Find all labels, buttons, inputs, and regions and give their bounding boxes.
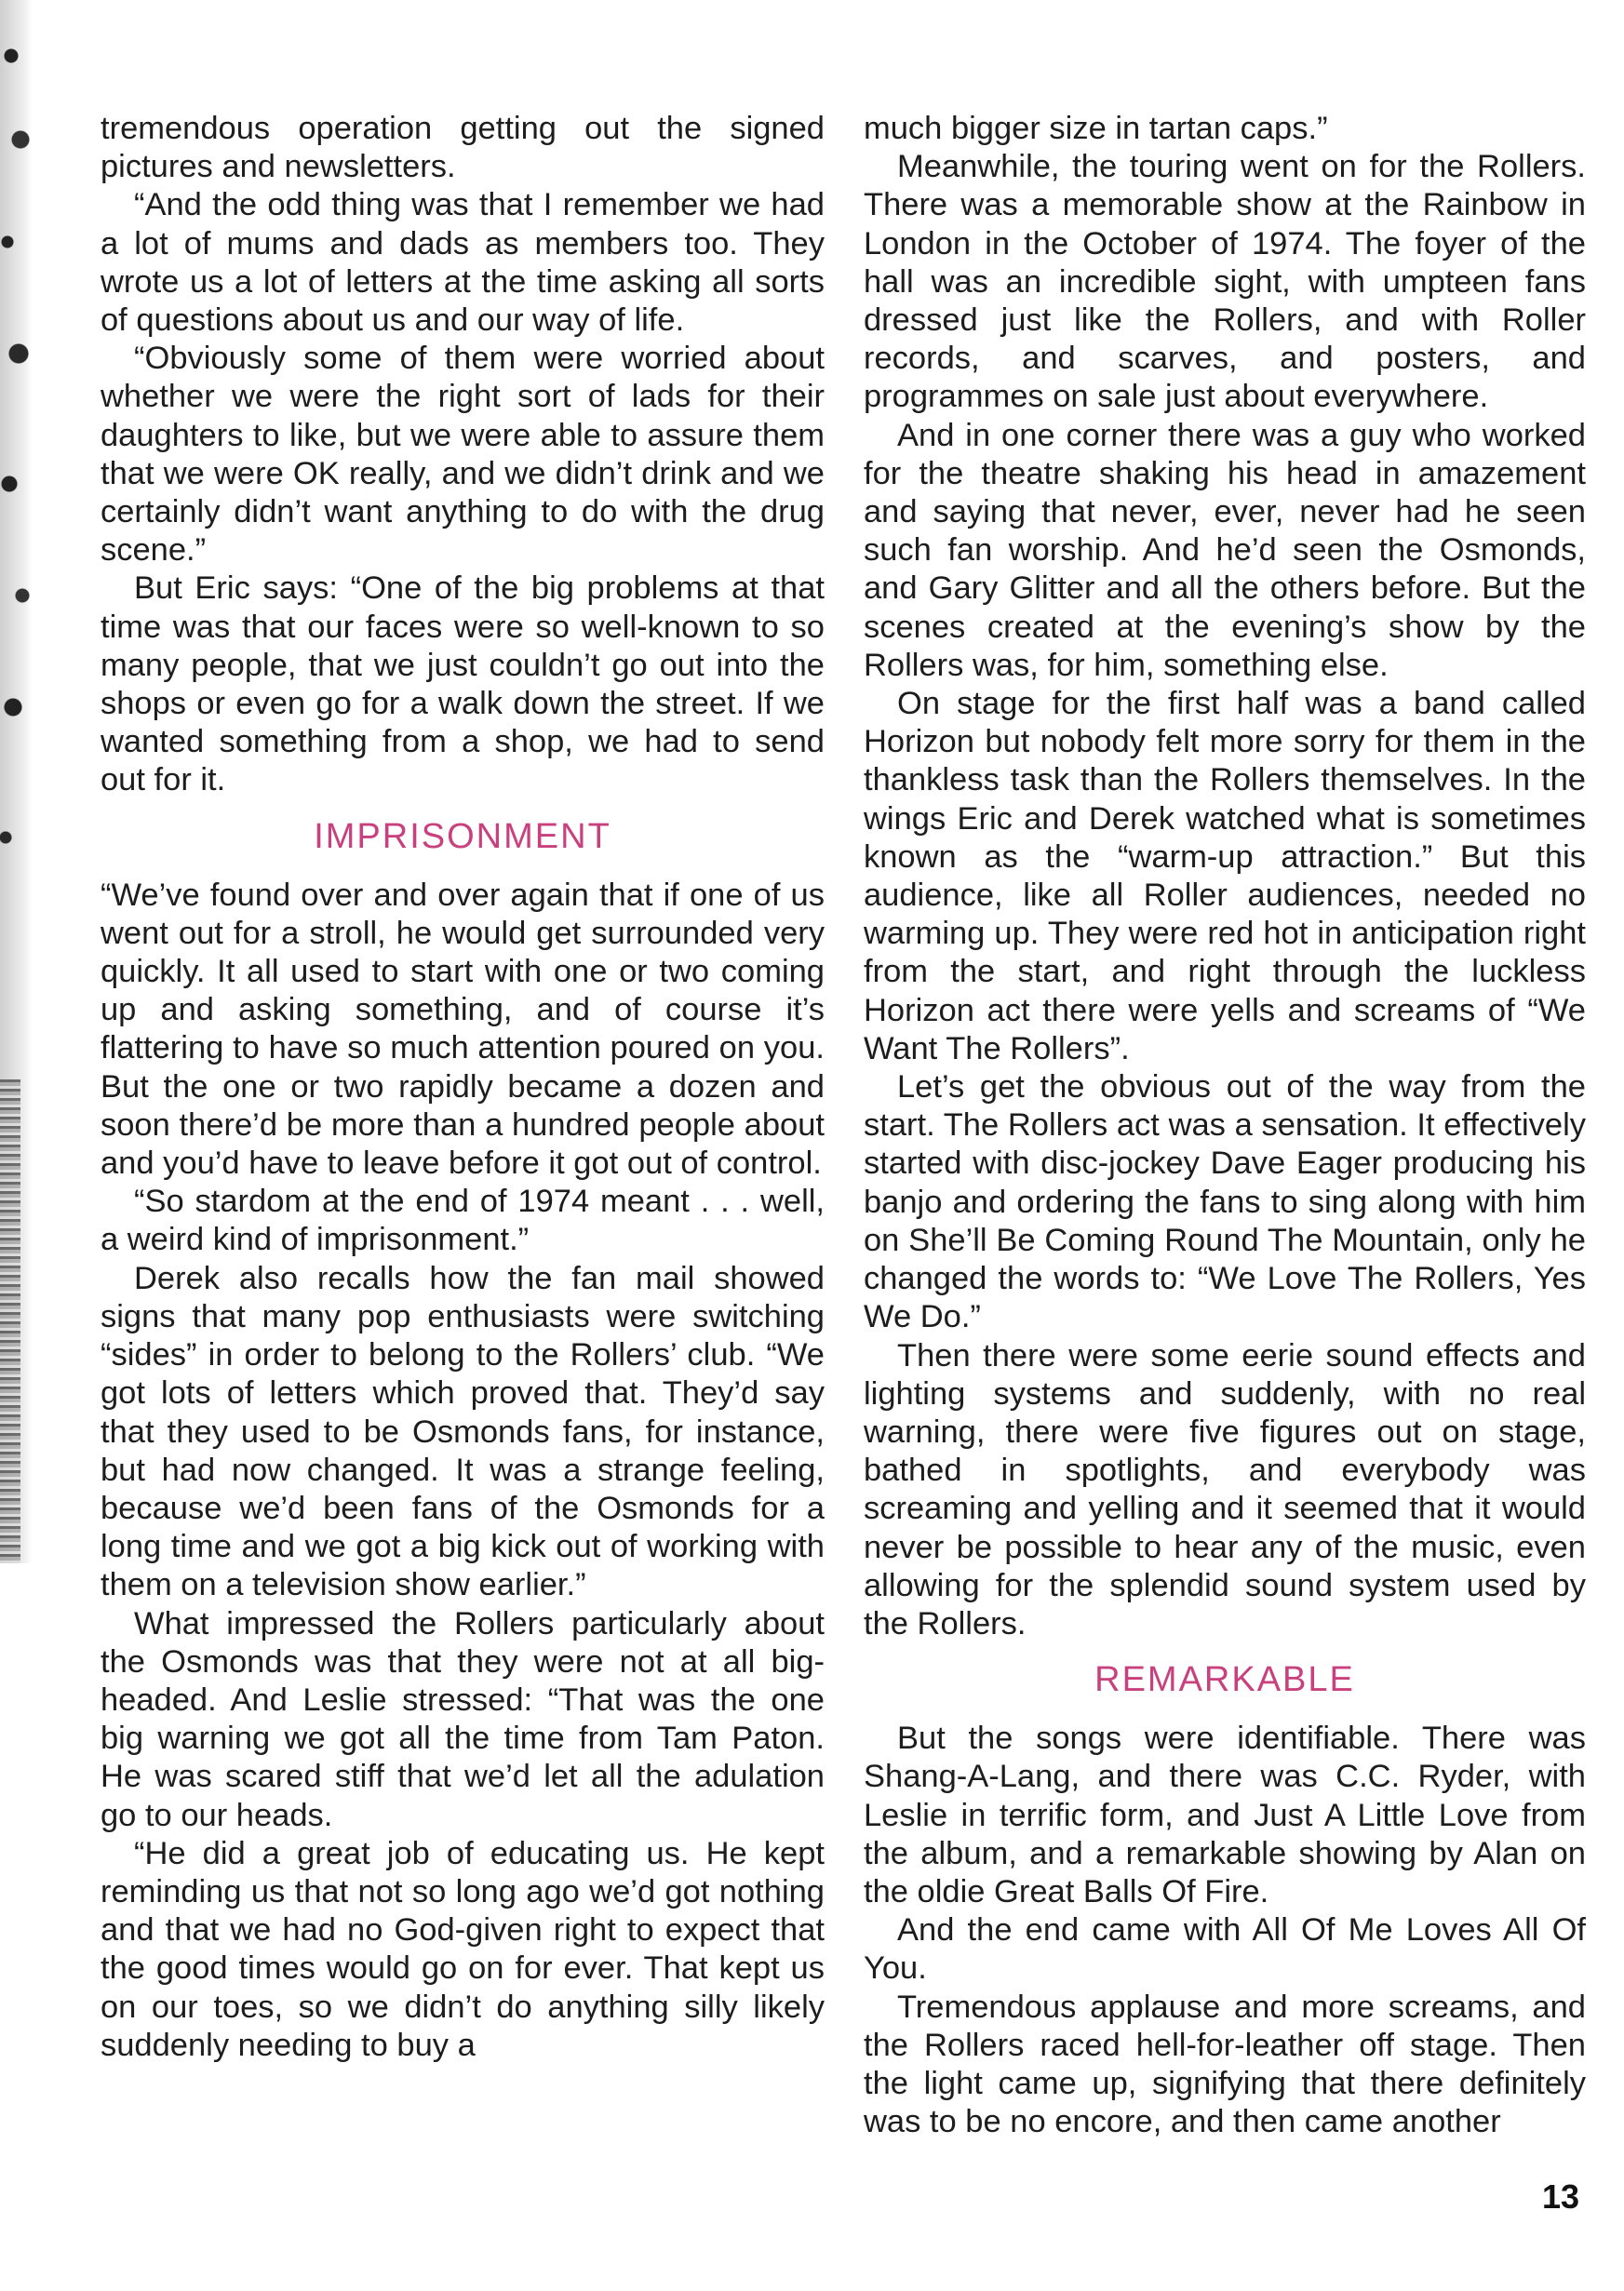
- torn-edge-texture: [0, 1079, 20, 1563]
- paragraph: But Eric says: “One of the big problems at that time was that our faces were so well-known to so many people, that we just couldn’t go out into the shops or even go for a walk down the street. If we wanted something from a shop, we had to send out for it.: [101, 570, 825, 798]
- paragraph: Tremendous applause and more screams, and the Rollers raced hell-for-leather off stage. Then the light came up, signifying that there definitely was to be no encore, and then came another: [864, 1989, 1586, 2140]
- paragraph: And in one corner there was a guy who worked for the theatre shaking his head in amazement and saying that never, ever, never had he seen such fan worship. And he’d seen the Osmonds, and Gary Glitter and all the others before. But the scenes created at the evening’s show by the Rollers was, for him, something else.: [864, 417, 1586, 683]
- paragraph: “We’ve found over and over again that if one of us went out for a stroll, he would get surrounded very quickly. It all used to start with one or two coming up and asking something, and of course it’s flattering to have so much attention poured on you. But the one or two rapidly became a dozen and soon there’d be more than a hundred people about and you’d have to leave before it got out of control.: [101, 877, 825, 1182]
- paragraph: And the end came with All Of Me Loves All Of You.: [864, 1912, 1586, 1987]
- paragraph: “And the odd thing was that I remember we had a lot of mums and dads as members too. They wrote us a lot of letters at the time asking all sorts of questions about us and our way of life.: [101, 187, 825, 339]
- paragraph: “So stardom at the end of 1974 meant . . . well, a weird kind of imprisonment.”: [101, 1184, 825, 1258]
- paragraph: Then there were some eerie sound effects and lighting systems and suddenly, with no real warning, there were five figures out on stage, bathed in spotlights, and everybody was screaming and yelling and it seemed that it would never be possible to hear any of the music, even allowing for the splendid sound system used by the Rollers.: [864, 1337, 1586, 1641]
- paragraph: tremendous operation getting out the signed pictures and newsletters.: [101, 111, 825, 185]
- paragraph: But the songs were identifiable. There was Shang-A-Lang, and there was C.C. Ryder, with Leslie in terrific form, and Just A Little Love from the album, and a remarkable showing by Alan on the oldie Great Balls Of Fire.: [864, 1721, 1586, 1909]
- paragraph: On stage for the first half was a band called Horizon but nobody felt more sorry for them in the thankless task than the Rollers themselves. In the wings Eric and Derek watched what is sometimes known as the “warm-up attraction.” But this audience, like all Roller audiences, needed no warming up. They were red hot in anticipation right from the start, and right through the luckless Horizon act there were yells and screams of “We Want The Rollers”.: [864, 686, 1586, 1066]
- paragraph: “Obviously some of them were worried about whether we were the right sort of lads for their daughters to like, but we were able to assure them that we were OK really, and we didn’t drink and we certainly didn’t want anything to do with the drug scene.”: [101, 341, 825, 569]
- section-heading-imprisonment: IMPRISONMENT: [314, 816, 611, 856]
- paragraph: Let’s get the obvious out of the way from the start. The Rollers act was a sensation. It effectively started with disc-jockey Dave Eager producing his banjo and ordering the fans to sing along with him on She’ll Be Coming Round The Mountain, only he changed the words to: “We Love The Rollers, Yes We Do.”: [864, 1069, 1586, 1335]
- left-column: [101, 110, 825, 2065]
- paragraph: “He did a great job of educating us. He kept reminding us that not so long ago we’d got nothing and that we had no God-given right to expect that the good times would go on for ever. That kept us on our toes, so we didn’t do anything silly likely suddenly needing to buy a: [101, 1835, 825, 2063]
- paragraph: What impressed the Rollers particularly about the Osmonds was that they were not at all big-headed. And Leslie stressed: “That was the one big warning we got all the time from Tam Paton. He was scared stiff that we’d let all the adulation go to our heads.: [101, 1605, 825, 1833]
- paragraph: Derek also recalls how the fan mail showed signs that many pop enthusiasts were switching “sides” in order to belong to the Rollers’ club. “We got lots of letters which proved that. They’d say that they used to be Osmonds fans, for instance, but had now changed. It was a strange feeling, because we’d been fans of the Osmonds for a long time and we got a big kick out of working with them on a television show earlier.”: [101, 1260, 825, 1603]
- page-number: 13: [1541, 2177, 1579, 2216]
- section-heading-remarkable: REMARKABLE: [1094, 1660, 1355, 1700]
- paragraph: much bigger size in tartan caps.”: [864, 111, 1328, 146]
- right-column: [864, 110, 1586, 2141]
- paragraph: Meanwhile, the touring went on for the Rollers. There was a memorable show at the Rainbow in London in the October of 1974. The foyer of the hall was an incredible sight, with umpteen fans dressed just like the Rollers, and with Roller records, and scarves, and posters, and programmes on sale just about everywhere.: [864, 149, 1586, 415]
